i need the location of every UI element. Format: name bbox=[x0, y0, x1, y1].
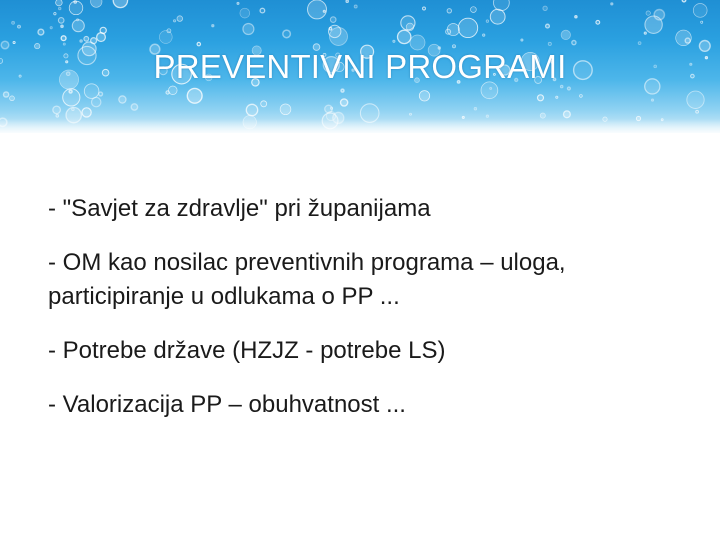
bubble bbox=[575, 16, 577, 18]
bubble bbox=[13, 41, 15, 43]
bubble bbox=[82, 108, 91, 117]
bubble bbox=[572, 41, 576, 45]
bubble bbox=[18, 25, 21, 28]
bubble bbox=[580, 95, 583, 98]
bubble bbox=[53, 106, 61, 114]
bubble bbox=[131, 104, 137, 110]
bubble bbox=[423, 7, 426, 10]
bubble bbox=[330, 28, 348, 46]
bubble bbox=[447, 9, 451, 13]
bubble bbox=[561, 30, 570, 39]
bubble bbox=[169, 86, 178, 95]
bubble bbox=[84, 36, 89, 41]
bubble bbox=[212, 25, 214, 27]
bubble bbox=[398, 30, 411, 43]
bullet-list bbox=[48, 192, 668, 442]
bubble bbox=[410, 113, 412, 115]
bullet-item: - OM kao nosilac preventivnih programa – uloga, participiranje u odlukama o PP ... bbox=[48, 249, 566, 310]
bubble bbox=[638, 42, 641, 45]
bubble bbox=[644, 32, 646, 34]
bubble bbox=[50, 27, 52, 29]
bubble bbox=[548, 42, 551, 45]
bubble bbox=[174, 20, 176, 22]
bubble bbox=[91, 0, 102, 7]
bubble bbox=[567, 87, 570, 90]
bubble bbox=[330, 107, 332, 109]
bubble bbox=[494, 0, 510, 11]
bubble bbox=[261, 101, 267, 107]
bubble bbox=[80, 40, 82, 42]
bubble bbox=[54, 13, 56, 15]
bubble bbox=[38, 29, 44, 35]
bubble bbox=[100, 27, 106, 33]
bubble bbox=[696, 110, 699, 113]
bubble bbox=[645, 16, 662, 33]
bubble bbox=[486, 20, 489, 23]
bubble bbox=[687, 91, 704, 108]
bubble bbox=[546, 24, 550, 28]
bullet-item: - Potrebe države (HZJZ - potrebe LS) bbox=[48, 337, 446, 364]
bubble bbox=[556, 96, 558, 98]
bubble bbox=[56, 0, 63, 6]
bubble bbox=[113, 0, 127, 8]
bubble bbox=[58, 18, 64, 24]
bubble bbox=[61, 25, 63, 27]
bubble bbox=[447, 24, 459, 36]
bubble bbox=[682, 0, 685, 2]
bubble bbox=[56, 114, 59, 117]
bubble bbox=[676, 30, 692, 46]
bubble bbox=[474, 107, 477, 110]
bubble bbox=[564, 111, 571, 118]
bubble bbox=[490, 9, 505, 24]
bubble bbox=[92, 97, 101, 106]
banner-fade bbox=[0, 119, 720, 133]
bubble bbox=[652, 99, 654, 101]
bubble bbox=[243, 24, 254, 35]
bubble bbox=[63, 43, 65, 45]
bubble bbox=[341, 99, 348, 106]
bubble bbox=[280, 104, 291, 115]
bubble bbox=[401, 16, 415, 30]
bubble bbox=[12, 21, 15, 24]
bubble bbox=[354, 5, 357, 8]
bubble bbox=[419, 91, 429, 101]
bullet-item: - "Savjet za zdravlje" pri županijama bbox=[48, 195, 431, 222]
bubble bbox=[91, 38, 97, 44]
bubble bbox=[283, 30, 291, 38]
bubble bbox=[177, 16, 183, 22]
bubble bbox=[197, 42, 200, 45]
bubble bbox=[240, 8, 250, 18]
bubble bbox=[329, 27, 332, 30]
bubble bbox=[346, 0, 348, 2]
bubble bbox=[69, 1, 83, 15]
bubble bbox=[10, 96, 15, 101]
bubble bbox=[483, 34, 485, 36]
bubble bbox=[486, 115, 488, 117]
bubble bbox=[611, 3, 613, 5]
bubble bbox=[72, 20, 84, 32]
bubble bbox=[246, 104, 257, 115]
bubble bbox=[540, 113, 545, 118]
bubble bbox=[330, 17, 336, 23]
bubble bbox=[119, 96, 126, 103]
bubble bbox=[260, 8, 265, 13]
bubble bbox=[521, 39, 523, 41]
slide-title: PREVENTIVNI PROGRAMI bbox=[153, 48, 567, 85]
bubble bbox=[538, 95, 544, 101]
bubble bbox=[701, 21, 703, 23]
bubble bbox=[393, 40, 395, 42]
bubble bbox=[458, 18, 477, 37]
bubble bbox=[63, 89, 80, 106]
bubble bbox=[99, 92, 103, 96]
bubble bbox=[308, 0, 327, 19]
bubble bbox=[646, 11, 650, 15]
bubble bbox=[237, 2, 239, 4]
bubble bbox=[693, 3, 707, 17]
bubble bbox=[97, 33, 106, 42]
bubble bbox=[4, 92, 9, 97]
bubble bbox=[187, 88, 202, 103]
bubble bbox=[471, 7, 477, 13]
bubble bbox=[543, 6, 547, 10]
bubble bbox=[59, 7, 61, 9]
bubble bbox=[341, 89, 344, 92]
bullet-item: - Valorizacija PP – obuhvatnost ... bbox=[48, 391, 406, 418]
bubble bbox=[61, 36, 66, 41]
bubble bbox=[167, 29, 171, 33]
bubble bbox=[596, 20, 600, 24]
